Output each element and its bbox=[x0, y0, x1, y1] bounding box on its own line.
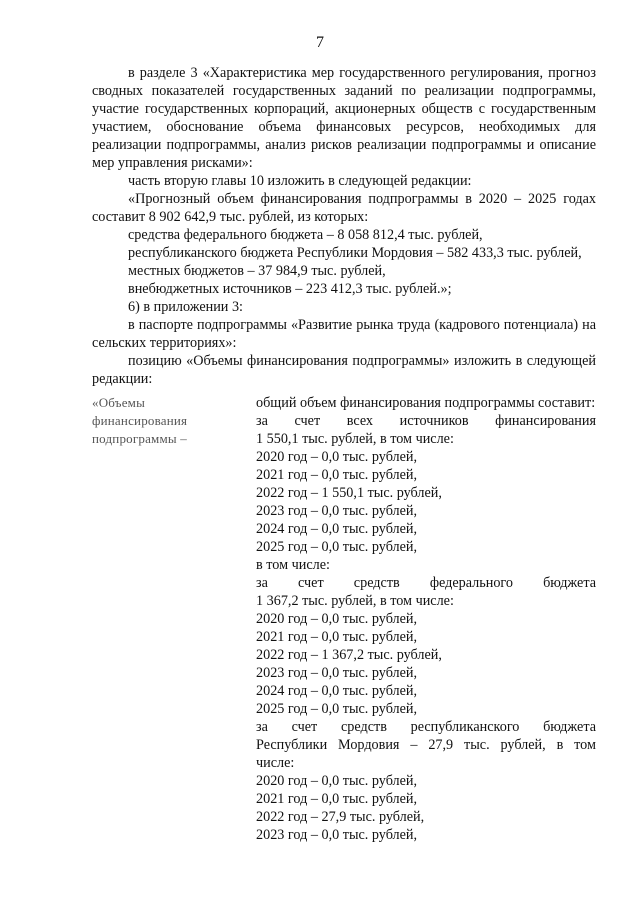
forecast-paragraph: «Прогнозный объем финансирования подпрограммы в 2020 – 2025 годах составит 8 902 642,9 тыс. рублей, из которых: bbox=[92, 191, 596, 225]
section3-paragraph: в разделе 3 «Характеристика мер государственного регулирования, прогноз сводных показателей государственных заданий по реализации подпрограммы, участие государственных корпораций, акционерных обществ с государственным участием, обоснование объема финансовых ресурсов, необходимых для реализации подпрограммы, анализ рисков реализации подпрограммы и описание мер управления рисками»: bbox=[92, 65, 596, 171]
extrabudget-line: внебюджетных источников – 223 412,3 тыс. рублей.»; bbox=[128, 281, 452, 297]
passport-label-line: финансирования bbox=[92, 413, 188, 428]
total-funding-paragraph: общий объем финансирования подпрограммы составит: bbox=[256, 395, 596, 411]
federal-budget-line: средства федерального бюджета – 8 058 812,4 тыс. рублей, bbox=[128, 227, 483, 243]
year-line: 2023 год – 0,0 тыс. рублей, bbox=[256, 665, 418, 681]
all-sources-total: 1 550,1 тыс. рублей, в том числе: bbox=[256, 431, 454, 447]
republic-source-line: за счет средств республиканского бюджета bbox=[256, 719, 596, 735]
passport-label-line: подпрограммы – bbox=[92, 431, 187, 446]
passport-label-line: «Объемы bbox=[92, 395, 146, 410]
republic-source-line: Республики Мордовия – 27,9 тыс. рублей, в том bbox=[256, 737, 596, 753]
year-line: 2025 год – 0,0 тыс. рублей, bbox=[256, 539, 418, 555]
including-line: в том числе: bbox=[256, 557, 330, 573]
passport-position-table bbox=[92, 394, 596, 844]
year-line: 2020 год – 0,0 тыс. рублей, bbox=[256, 773, 418, 789]
year-line: 2023 год – 0,0 тыс. рублей, bbox=[256, 827, 418, 843]
year-line: 2021 год – 0,0 тыс. рублей, bbox=[256, 467, 418, 483]
year-line: 2024 год – 0,0 тыс. рублей, bbox=[256, 521, 418, 537]
appendix-line: 6) в приложении 3: bbox=[128, 299, 243, 315]
document-body bbox=[92, 64, 596, 388]
passport-paragraph: в паспорте подпрограммы «Развитие рынка труда (кадрового потенциала) на сельских территориях»: bbox=[92, 317, 596, 351]
local-budget-line: местных бюджетов – 37 984,9 тыс. рублей, bbox=[128, 263, 386, 279]
year-line: 2021 год – 0,0 тыс. рублей, bbox=[256, 791, 418, 807]
federal-source-line: за счет средств федерального бюджета bbox=[256, 575, 596, 591]
republic-budget-paragraph: республиканского бюджета Республики Мордовия – 582 433,3 тыс. рублей, bbox=[128, 245, 582, 261]
year-line: 2022 год – 27,9 тыс. рублей, bbox=[256, 809, 425, 825]
passport-label-cell bbox=[92, 394, 256, 844]
federal-source-total: 1 367,2 тыс. рублей, в том числе: bbox=[256, 593, 454, 609]
year-line: 2020 год – 0,0 тыс. рублей, bbox=[256, 611, 418, 627]
year-line: 2024 год – 0,0 тыс. рублей, bbox=[256, 683, 418, 699]
republic-source-line: числе: bbox=[256, 755, 295, 771]
chapter10-line: часть вторую главы 10 изложить в следующей редакции: bbox=[128, 173, 472, 189]
year-line: 2025 год – 0,0 тыс. рублей, bbox=[256, 701, 418, 717]
passport-value-cell bbox=[256, 394, 596, 844]
page-number: 7 bbox=[316, 34, 324, 51]
year-line: 2021 год – 0,0 тыс. рублей, bbox=[256, 629, 418, 645]
year-line: 2022 год – 1 367,2 тыс. рублей, bbox=[256, 647, 442, 663]
position-paragraph: позицию «Объемы финансирования подпрограммы» изложить в следующей редакции: bbox=[92, 353, 596, 387]
year-line: 2020 год – 0,0 тыс. рублей, bbox=[256, 449, 418, 465]
year-line: 2023 год – 0,0 тыс. рублей, bbox=[256, 503, 418, 519]
all-sources-line: за счет всех источников финансирования bbox=[256, 413, 596, 429]
year-line: 2022 год – 1 550,1 тыс. рублей, bbox=[256, 485, 442, 501]
